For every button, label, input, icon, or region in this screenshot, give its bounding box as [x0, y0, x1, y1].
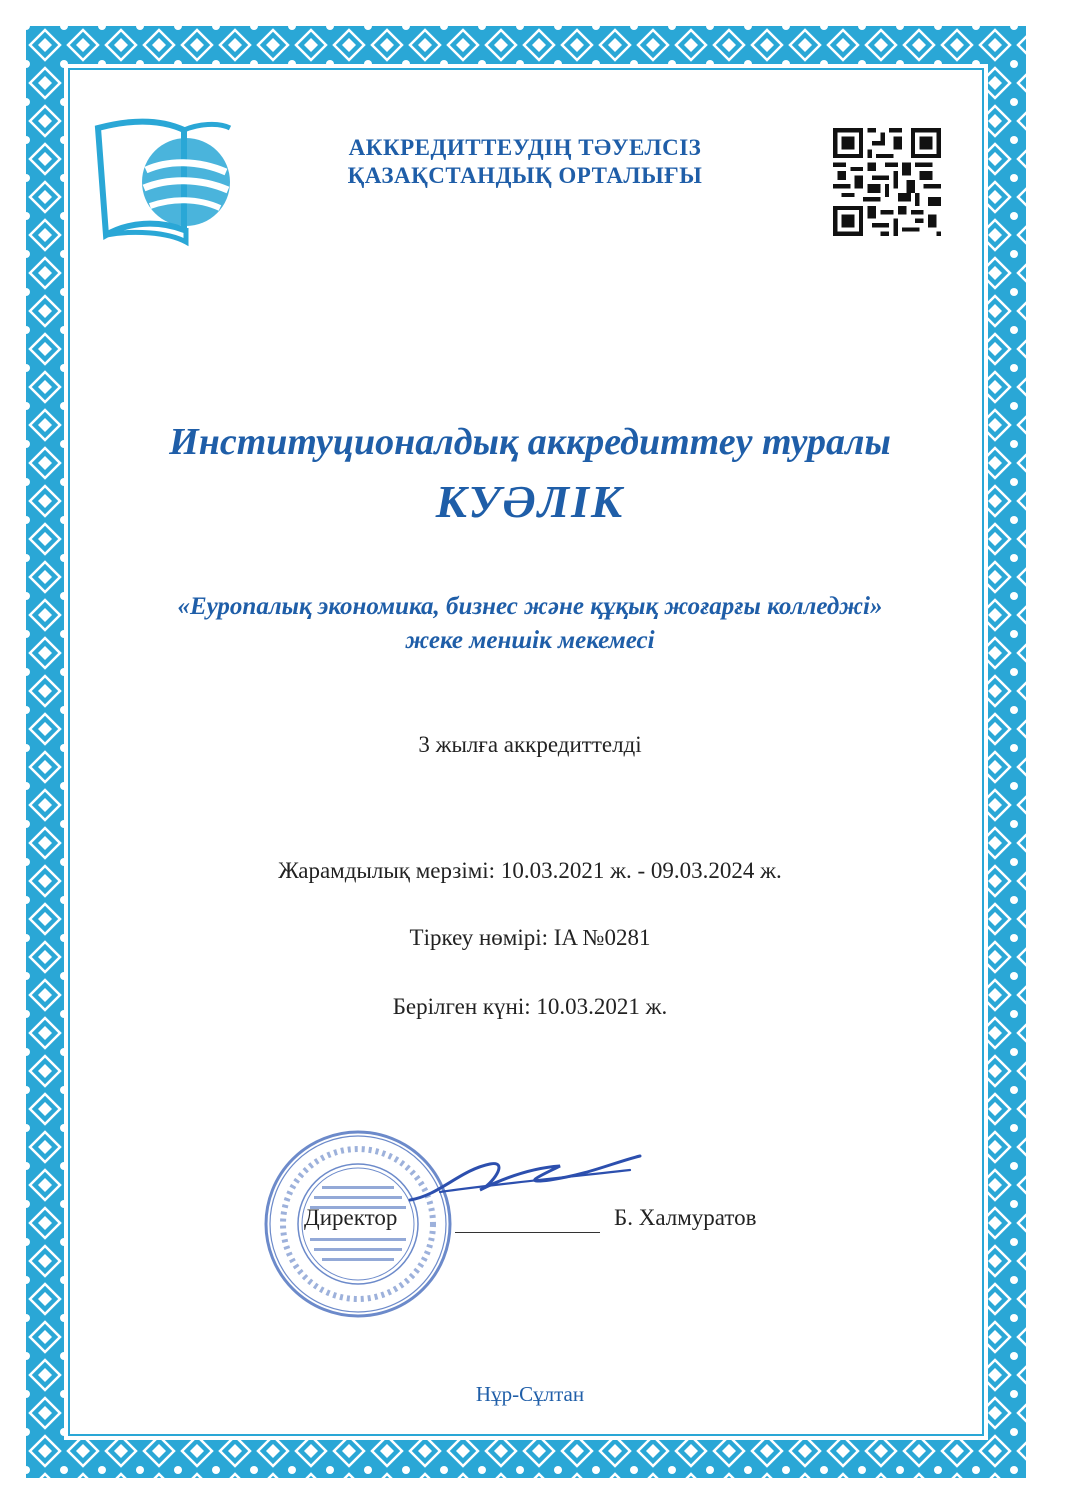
issue-date: Берілген күні: 10.03.2021 ж. [392, 994, 668, 1019]
validity-dates: Жарамдылық мерзімі: 10.03.2021 ж. - 09.03.2024 ж. [278, 858, 782, 883]
director-signature [400, 1140, 650, 1220]
institution-line-1: «Еуропалық экономика, бизнес және құқық жоғарғы колледжі» [177, 593, 883, 620]
book-sphere-logo [88, 110, 238, 255]
registration-number: Тіркеу нөмірі: IA №0281 [409, 925, 651, 950]
org-line-2: ҚАЗАҚСТАНДЫҚ ОРТАЛЫҒЫ [347, 163, 703, 188]
institution-name [80, 590, 980, 658]
organization-name [300, 134, 750, 190]
director-role: Директор [304, 1205, 398, 1230]
qr-code-icon [833, 128, 941, 236]
certificate-subtitle: КУӘЛІК [435, 476, 625, 527]
certificate-title: Институционалдық аккредиттеу туралы [169, 421, 891, 463]
issue-city: Нұр-Сұлтан [475, 1382, 585, 1406]
signature-line [455, 1232, 600, 1233]
accreditation-period: 3 жылға аккредиттелді [418, 732, 642, 757]
institution-line-2: жеке меншік мекемесі [405, 627, 655, 654]
director-name: Б. Халмуратов [614, 1205, 757, 1230]
org-line-1: АККРЕДИТТЕУДІҢ ТӘУЕЛСІЗ [348, 135, 702, 160]
